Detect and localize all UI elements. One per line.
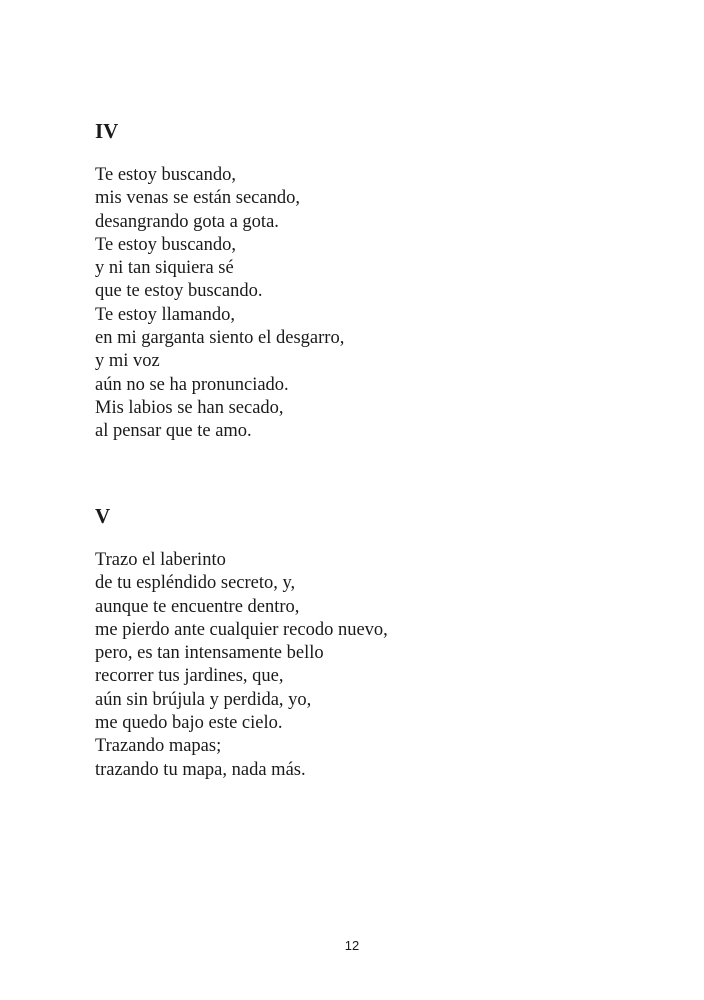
poem-line: y mi voz	[95, 351, 160, 372]
poem-line: pero, es tan intensamente bello	[95, 643, 324, 664]
poem-line: aún no se ha pronunciado.	[95, 374, 289, 395]
poem-line: Trazando mapas;	[95, 736, 222, 757]
poem-v	[95, 503, 655, 782]
poem-line: recorrer tus jardines, que,	[95, 666, 284, 687]
poem-line: aunque te encuentre dentro,	[95, 596, 300, 617]
poem-line: y ni tan siquiera sé	[95, 258, 234, 279]
poem-line: me pierdo ante cualquier recodo nuevo,	[95, 619, 388, 640]
poem-line: al pensar que te amo.	[95, 421, 252, 442]
poem-line: trazando tu mapa, nada más.	[95, 759, 306, 780]
poem-lines	[95, 164, 655, 444]
poem-line: Te estoy llamando,	[95, 304, 235, 325]
page-number: 12	[344, 938, 360, 953]
poem-line: Te estoy buscando,	[95, 234, 237, 255]
poem-line: Te estoy buscando,	[95, 165, 237, 185]
poem-line: desangrando gota a gota.	[95, 211, 279, 232]
poem-line: mis venas se están secando,	[95, 188, 300, 209]
poem-line: que te estoy buscando.	[95, 281, 263, 302]
poem-line: Mis labios se han secado,	[95, 397, 284, 418]
poem-title: V	[95, 504, 111, 528]
poem-line: me quedo bajo este cielo.	[95, 713, 283, 734]
poem-line: aún sin brújula y perdida, yo,	[95, 689, 312, 710]
poem-iv	[95, 118, 655, 444]
poem-line: Trazo el laberinto	[95, 550, 226, 570]
poem-line: de tu espléndido secreto, y,	[95, 573, 296, 594]
poem-lines	[95, 549, 655, 782]
poem-title: IV	[95, 119, 119, 143]
poem-line: en mi garganta siento el desgarro,	[95, 328, 345, 349]
